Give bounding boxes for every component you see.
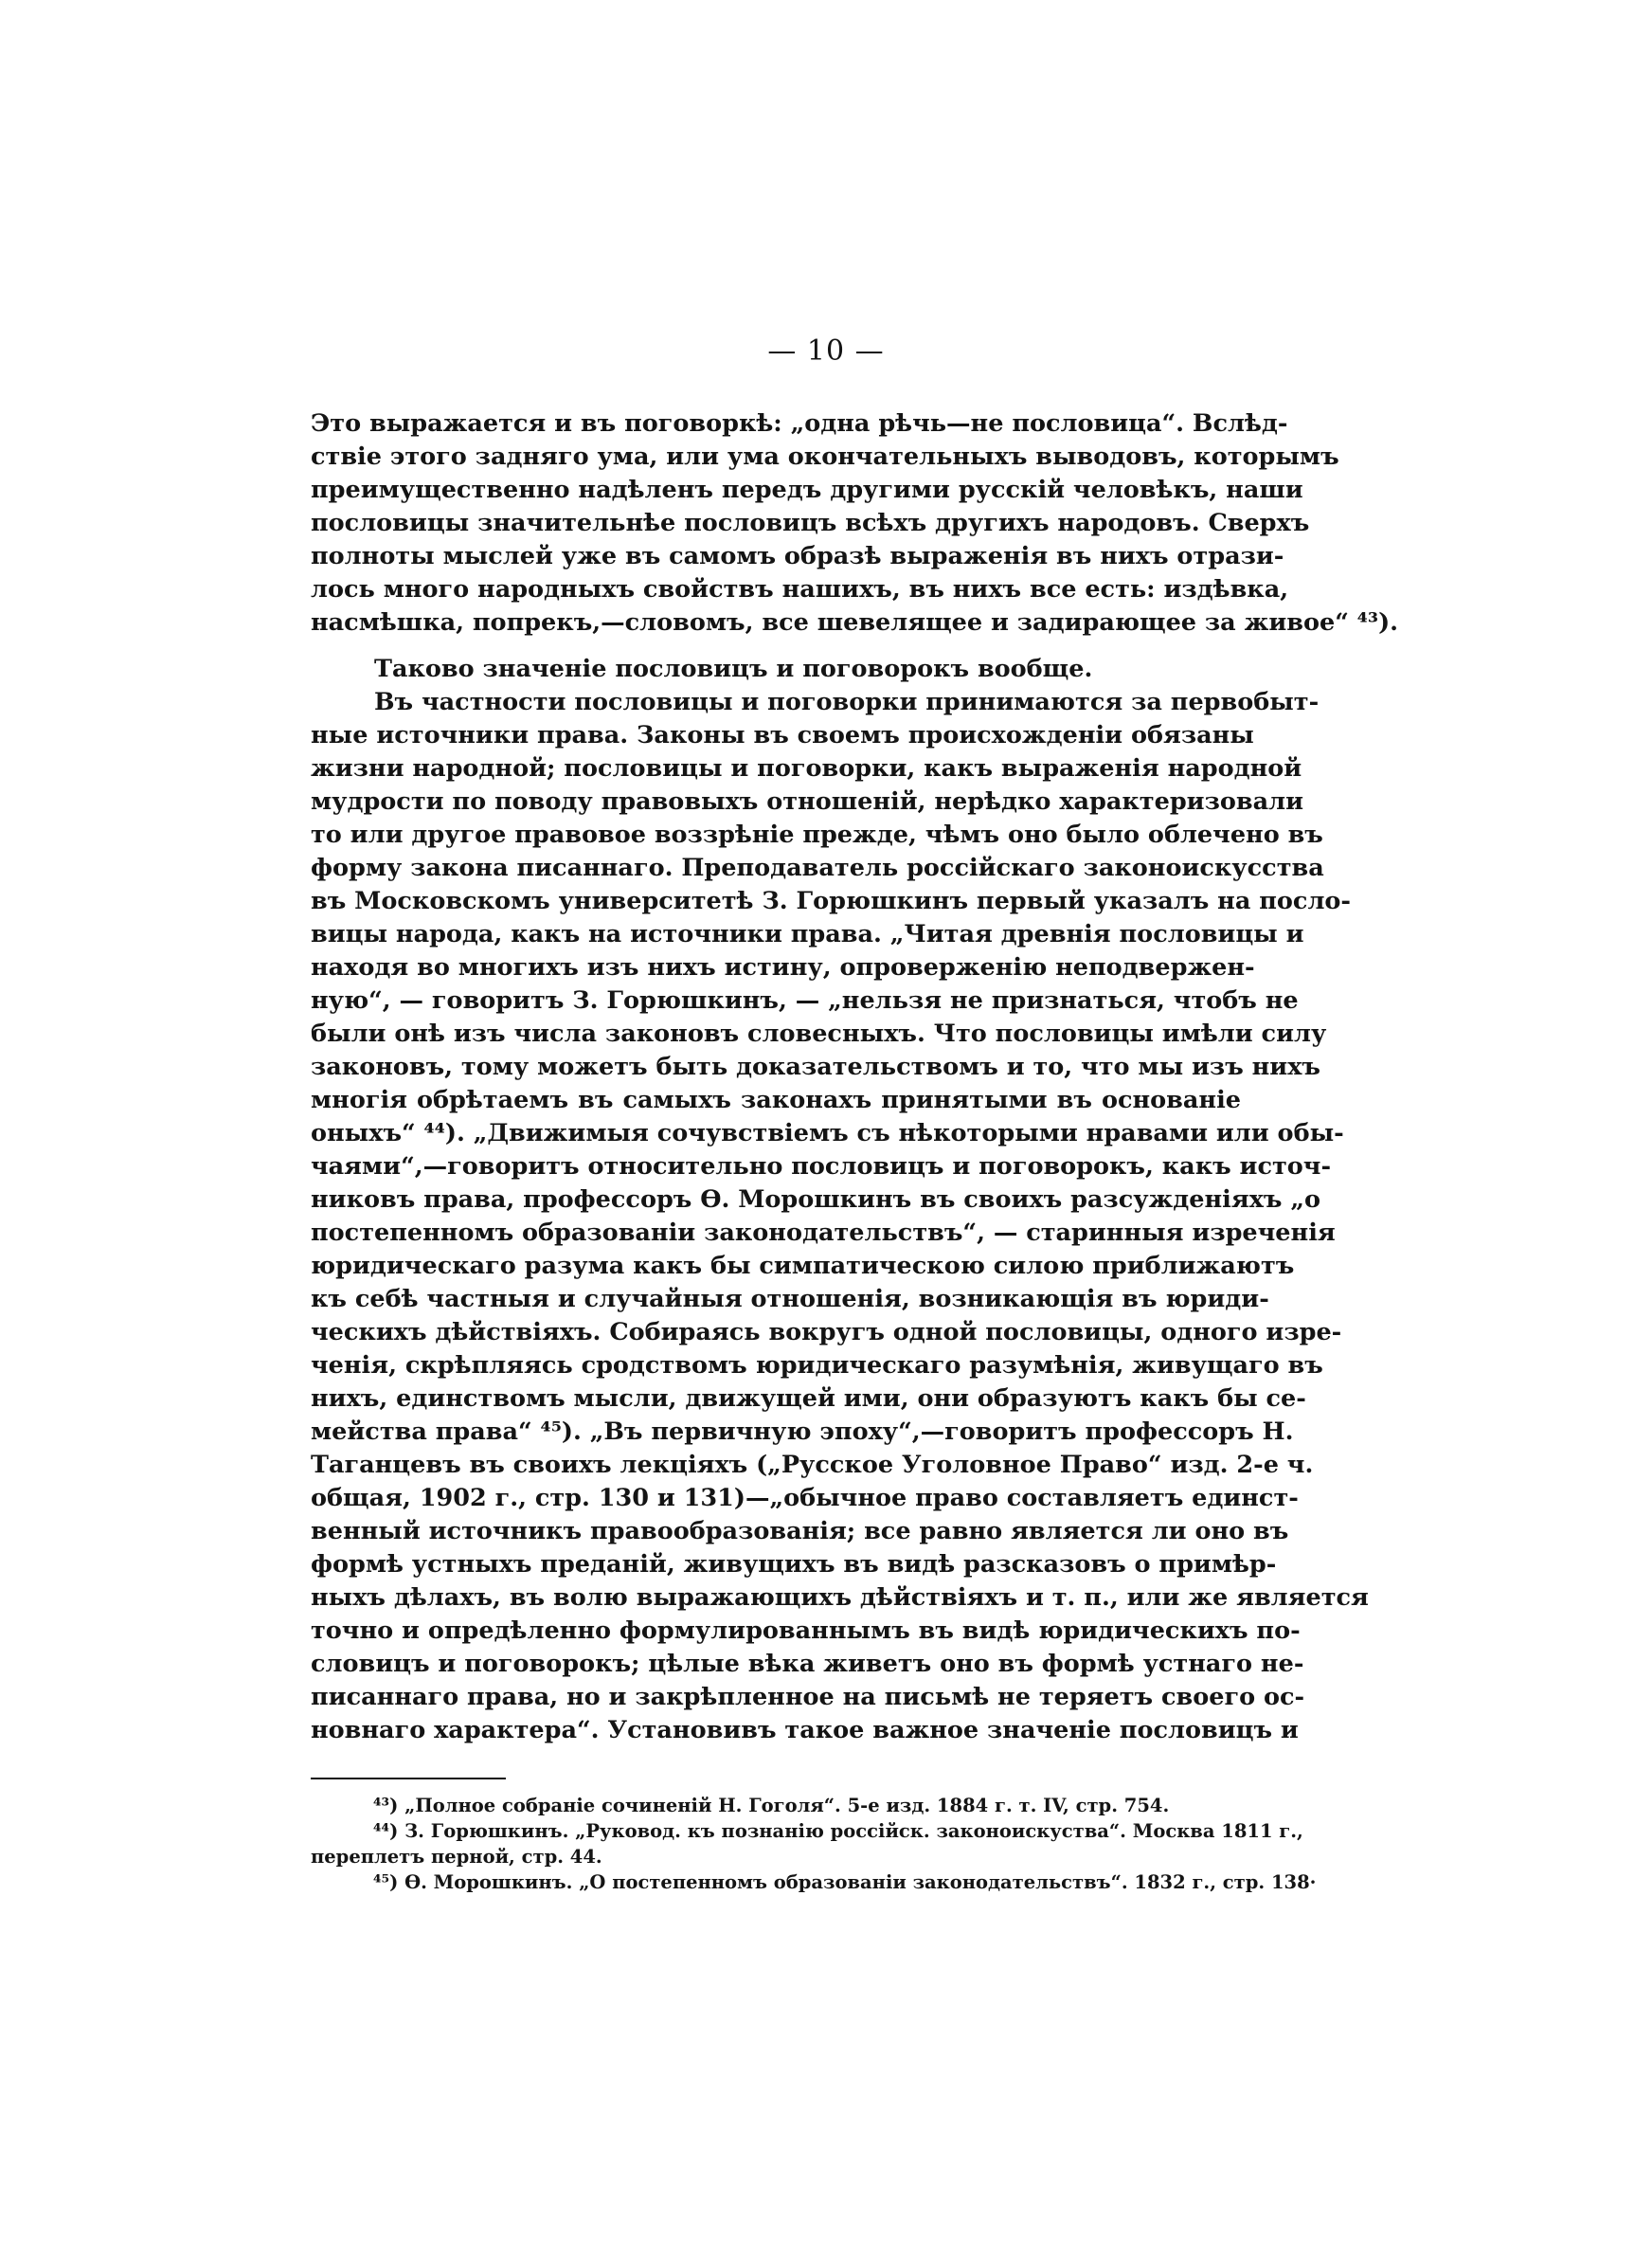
text-line: ческихъ дѣйствіяхъ. Собираясь вокругъ одной пословицы, одного изре- <box>311 1318 1342 1346</box>
text-line: ныхъ дѣлахъ, въ волю выражающихъ дѣйствіяхъ и т. п., или же является <box>311 1583 1369 1612</box>
text-line: лось много народныхъ свойствъ нашихъ, въ нихъ все есть: издѣвка, <box>311 575 1289 604</box>
text-line: новнаго характера“. Установивъ такое важное значеніе пословицъ и <box>311 1716 1299 1744</box>
footnote: ⁴⁴) З. Горюшкинъ. „Руковод. къ познанію россійск. законоискуства“. Москва 1811 г., <box>373 1820 1303 1842</box>
page-number: — 10 — <box>767 334 885 368</box>
text-line: юридическаго разума какъ бы симпатическою силою приближаютъ <box>311 1252 1295 1280</box>
text-line: жизни народной; пословицы и поговорки, какъ выраженія народной <box>311 754 1302 783</box>
text-line: ные источники права. Законы въ своемъ происхожденіи обязаны <box>311 721 1254 749</box>
text-line: словицъ и поговорокъ; цѣлые вѣка живетъ оно въ формѣ устнаго не- <box>311 1650 1304 1678</box>
text-line: Таганцевъ въ своихъ лекціяхъ („Русское Уголовное Право“ изд. 2-е ч. <box>311 1451 1314 1479</box>
text-line: форму закона писаннаго. Преподаватель россійскаго законоискусства <box>311 854 1324 882</box>
text-line: венный источникъ правообразованія; все равно является ли оно въ <box>311 1517 1289 1545</box>
text-line: точно и опредѣленно формулированнымъ въ видѣ юридическихъ по- <box>311 1616 1301 1645</box>
text-line: Это выражается и въ поговоркѣ: „одна рѣчь—не пословица“. Вслѣд- <box>311 409 1288 438</box>
text-line: пословицы значительнѣе пословицъ всѣхъ другихъ народовъ. Сверхъ <box>311 509 1310 537</box>
footnotes <box>311 1793 1317 1895</box>
text-line: Таково значеніе пословицъ и поговорокъ вообще. <box>374 655 1093 683</box>
footnote: ⁴³) „Полное собраніе сочиненій Н. Гоголя“. 5-е изд. 1884 г. т. IV, стр. 754. <box>373 1795 1170 1816</box>
text-line: оныхъ“ ⁴⁴). „Движимыя сочувствіемъ съ нѣкоторыми нравами или обы- <box>311 1119 1344 1147</box>
footnote: ⁴⁵) Ѳ. Морошкинъ. „О постепенномъ образованіи законодательствъ“. 1832 г., стр. 138· <box>373 1871 1317 1893</box>
text-line: то или другое правовое воззрѣніе прежде, чѣмъ оно было облечено въ <box>311 821 1323 849</box>
text-line: нихъ, единствомъ мысли, движущей ими, они образуютъ какъ бы се- <box>311 1384 1306 1413</box>
text-line: были онѣ изъ числа законовъ словесныхъ. Что пословицы имѣли силу <box>311 1020 1327 1048</box>
text-line: находя во многихъ изъ нихъ истину, опроверженію неподвержен- <box>311 953 1255 982</box>
text-line: вицы народа, какъ на источники права. „Читая древнія пословицы и <box>311 920 1304 948</box>
text-line: законовъ, тому можетъ быть доказательствомъ и то, что мы изъ нихъ <box>311 1053 1320 1081</box>
footnote-divider <box>311 1778 506 1779</box>
text-line: ную“, — говоритъ З. Горюшкинъ, — „нельзя не признаться, чтобъ не <box>311 986 1299 1015</box>
body-text <box>311 407 1399 1747</box>
footnote: переплетъ перной, стр. 44. <box>311 1846 602 1868</box>
text-line: никовъ права, профессоръ Ѳ. Морошкинъ въ своихъ разсужденіяхъ „о <box>311 1185 1321 1214</box>
text-line: къ себѣ частныя и случайныя отношенія, возникающія въ юриди- <box>311 1285 1269 1313</box>
text-line: полноты мыслей уже въ самомъ образѣ выраженія въ нихъ отрази- <box>311 542 1284 570</box>
text-line: писаннаго права, но и закрѣпленное на письмѣ не теряетъ своего ос- <box>311 1683 1305 1711</box>
text-line: постепенномъ образованіи законодательствъ“, — старинныя изреченія <box>311 1219 1336 1247</box>
text-line: чаями“,—говоритъ относительно пословицъ и поговорокъ, какъ источ- <box>311 1152 1332 1181</box>
text-line: ченія, скрѣпляясь сродствомъ юридическаго разумѣнія, живущаго въ <box>311 1351 1323 1380</box>
text-line: многія обрѣтаемъ въ самыхъ законахъ принятыми въ основаніе <box>311 1086 1241 1114</box>
text-line: преимущественно надѣленъ передъ другими русскій человѣкъ, наши <box>311 476 1303 504</box>
text-line: мудрости по поводу правовыхъ отношеній, нерѣдко характеризовали <box>311 787 1303 816</box>
text-line: Въ частности пословицы и поговорки принимаются за первобыт- <box>374 688 1320 716</box>
text-line: общая, 1902 г., стр. 130 и 131)—„обычное право составляетъ единст- <box>311 1484 1299 1512</box>
text-line: мейства права“ ⁴⁵). „Въ первичную эпоху“,—говоритъ профессоръ Н. <box>311 1417 1294 1446</box>
text-line: ствіе этого задняго ума, или ума окончательныхъ выводовъ, которымъ <box>311 442 1339 471</box>
text-line: насмѣшка, попрекъ,—словомъ, все шевелящее и задирающее за живое“ ⁴³). <box>311 608 1399 637</box>
text-line: въ Московскомъ университетѣ З. Горюшкинъ первый указалъ на посло- <box>311 887 1352 915</box>
text-line: формѣ устныхъ преданій, живущихъ въ видѣ разсказовъ о примѣр- <box>311 1550 1277 1579</box>
